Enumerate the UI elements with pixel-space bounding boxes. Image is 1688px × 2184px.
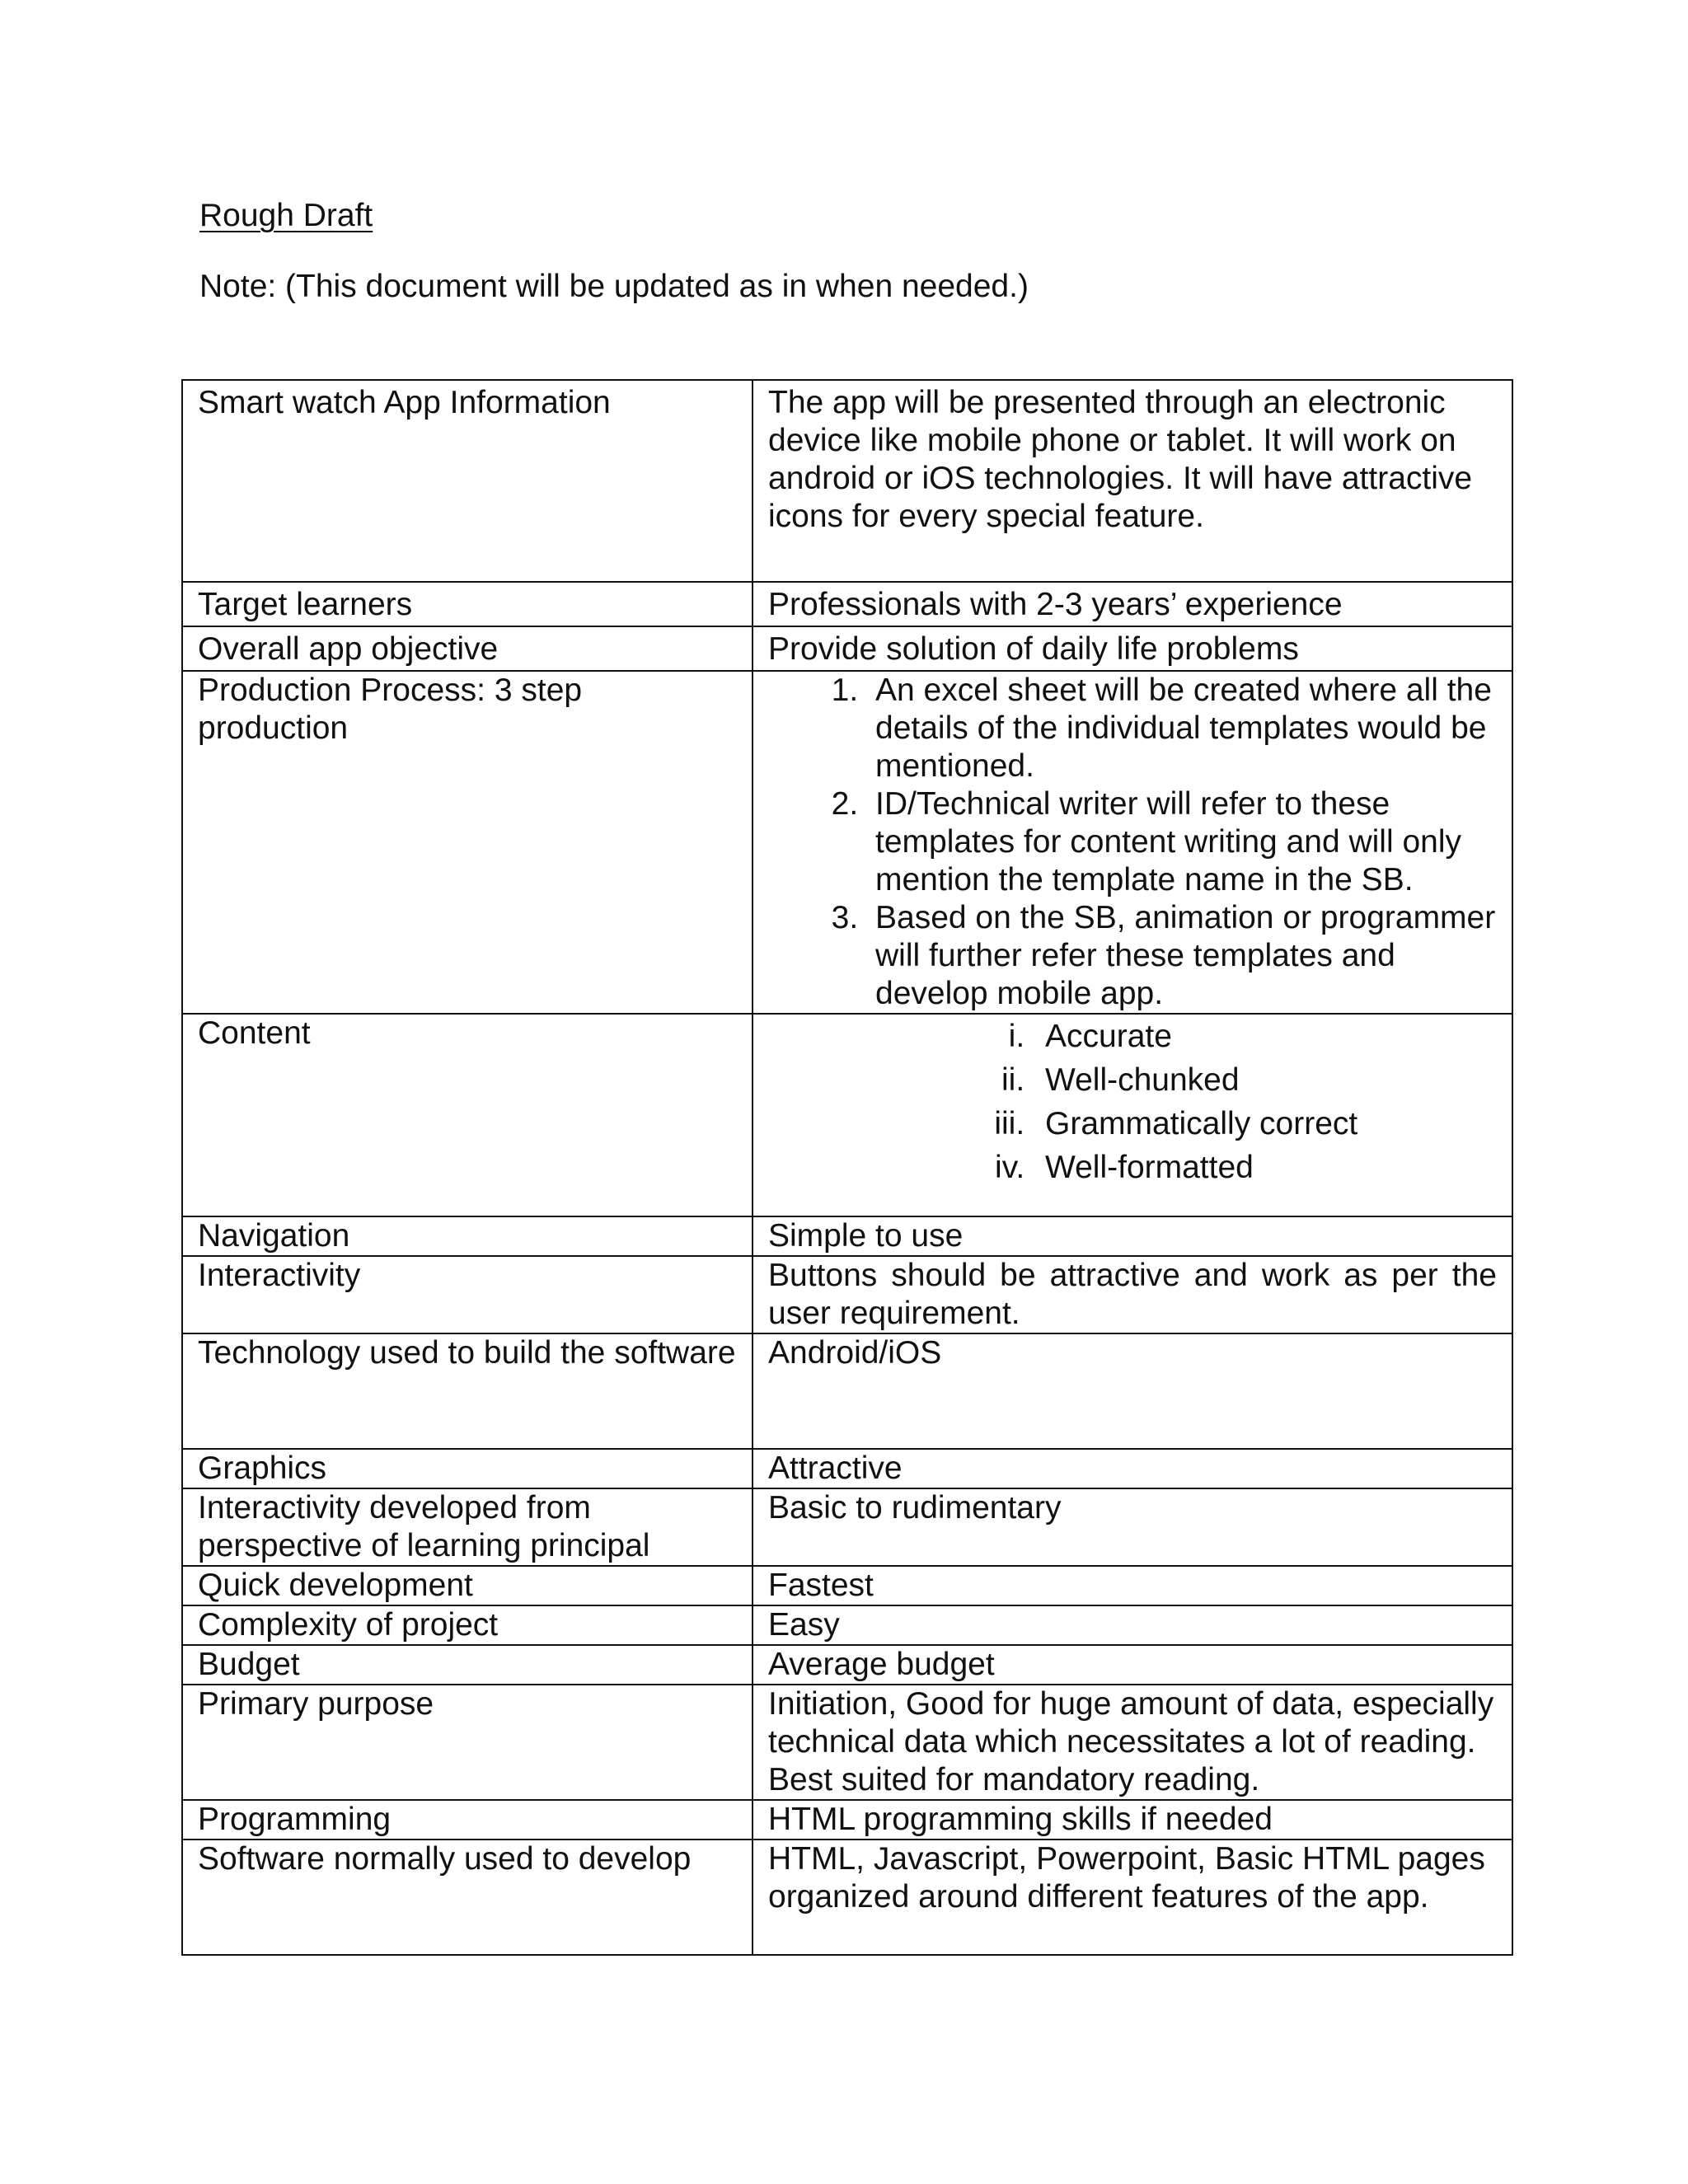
row-label: Target learners — [182, 582, 753, 626]
table-row — [182, 1605, 1512, 1645]
document-title: Rough Draft — [199, 198, 373, 233]
row-value: HTML programming skills if needed — [753, 1800, 1512, 1840]
row-value: Basic to rudimentary — [753, 1488, 1512, 1566]
row-value: Initiation, Good for huge amount of data, especially technical data which necessitates a lot of reading. Best suited for mandatory reading. — [753, 1685, 1512, 1800]
row-label: Smart watch App Information — [182, 380, 753, 582]
row-value: Professionals with 2-3 years’ experience — [753, 582, 1512, 626]
content-qualities-list — [768, 1015, 1497, 1189]
row-label: Budget — [182, 1645, 753, 1685]
row-value: The app will be presented through an electronic device like mobile phone or tablet. It will work on android or iOS technologies. It will have attractive icons for every special feature. — [753, 380, 1512, 582]
table-row — [182, 1800, 1512, 1840]
table-row — [182, 1333, 1512, 1449]
list-item: 3. Based on the SB, animation or programmer will further refer these templates and develop mobile app. — [867, 899, 1497, 1013]
row-label: Production Process: 3 step production — [182, 671, 753, 1014]
row-label: Overall app objective — [182, 626, 753, 671]
list-item: 1. An excel sheet will be created where all the details of the individual templates would be mentioned. — [867, 672, 1497, 785]
row-label: Complexity of project — [182, 1605, 753, 1645]
row-label: Technology used to build the software — [182, 1333, 753, 1449]
table-row — [182, 1488, 1512, 1566]
row-label: Programming — [182, 1800, 753, 1840]
spec-table — [181, 379, 1513, 1956]
table-row — [182, 1645, 1512, 1685]
table-row — [182, 626, 1512, 671]
row-label: Software normally used to develop — [182, 1840, 753, 1955]
row-value: HTML, Javascript, Powerpoint, Basic HTML pages organized around different features of the app. — [753, 1840, 1512, 1955]
list-item: 2. ID/Technical writer will refer to these templates for content writing and will only mention the template name in the SB. — [867, 785, 1497, 899]
row-label: Navigation — [182, 1216, 753, 1256]
row-value: Attractive — [753, 1449, 1512, 1488]
row-value: Simple to use — [753, 1216, 1512, 1256]
row-value: Provide solution of daily life problems — [753, 626, 1512, 671]
table-row — [182, 1014, 1512, 1216]
table-row — [182, 1840, 1512, 1955]
table-row — [182, 380, 1512, 582]
production-steps-list — [768, 672, 1497, 1013]
table-row — [182, 582, 1512, 626]
row-label: Quick development — [182, 1566, 753, 1605]
row-value: Fastest — [753, 1566, 1512, 1605]
row-label: Interactivity developed from perspective of learning principal — [182, 1488, 753, 1566]
table-row — [182, 671, 1512, 1014]
row-value — [753, 1014, 1512, 1216]
list-item: i. Accurate — [1034, 1015, 1497, 1058]
document-note: Note: (This document will be updated as in when needed.) — [199, 269, 1029, 304]
table-row — [182, 1256, 1512, 1333]
row-value: Buttons should be attractive and work as per the user requirement. — [753, 1256, 1512, 1333]
table-row — [182, 1685, 1512, 1800]
table-row — [182, 1216, 1512, 1256]
row-value: Easy — [753, 1605, 1512, 1645]
row-value — [753, 671, 1512, 1014]
row-label: Interactivity — [182, 1256, 753, 1333]
row-label: Primary purpose — [182, 1685, 753, 1800]
row-value: Average budget — [753, 1645, 1512, 1685]
row-value: Android/iOS — [753, 1333, 1512, 1449]
list-item: iii. Grammatically correct — [1034, 1102, 1497, 1146]
list-item: iv. Well-formatted — [1034, 1146, 1497, 1189]
table-row — [182, 1566, 1512, 1605]
row-label: Graphics — [182, 1449, 753, 1488]
table-row — [182, 1449, 1512, 1488]
list-item: ii. Well-chunked — [1034, 1058, 1497, 1102]
row-label: Content — [182, 1014, 753, 1216]
